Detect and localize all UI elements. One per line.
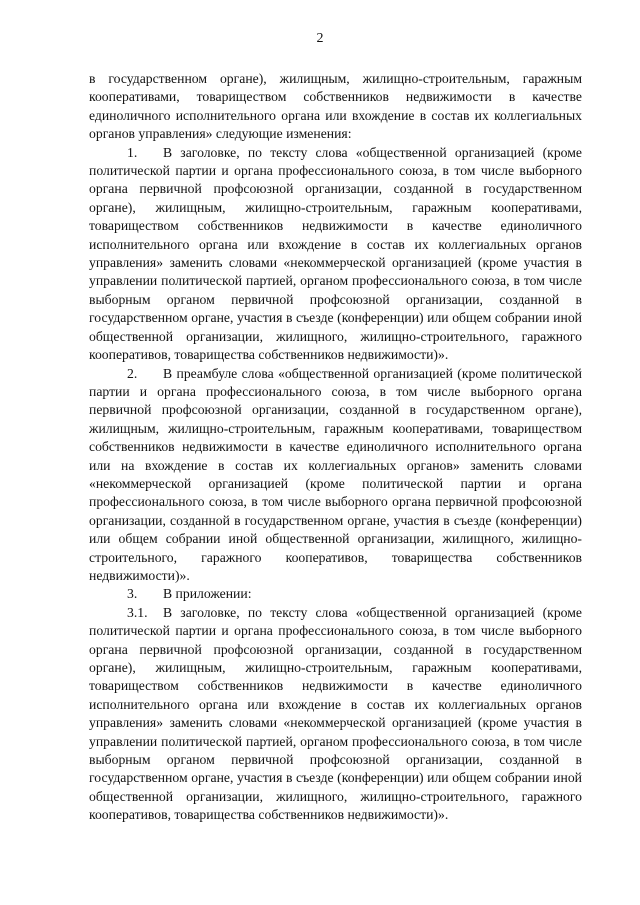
paragraph-text: в государственном органе), жилищным, жилищно-строительным, гаражным кооперативами, товариществом собственников недвижимости в качестве единоличного исполнительного органа или вхождение в состав их коллегиальных органов управления» следующие изменения: [89,71,582,142]
document-body [89,70,582,825]
item-number: 3. [127,586,138,602]
page-number: 2 [316,31,324,46]
item-number: 2. [127,365,138,381]
paragraph-item-1 [89,144,582,365]
item-number: 3.1. [127,604,148,620]
item-number: 1. [127,144,138,160]
paragraph-text: В заголовке, по тексту слова «общественной организацией (кроме политической партии и органа профессионального союза, в том числе выборного органа первичной профсоюзной организации, созданной в государственном органе), жилищным, жилищно-строительным, гаражным кооперативами, товариществом собственников недвижимости в качестве единоличного исполнительного органа или вхождение в состав их коллегиальных органов управления» заменить словами «некоммерческой организацией (кроме участия в управлении политической партией, органом профессионального союза, в том числе выборным органом первичной профсоюзной организации, созданной в государственном органе, участия в съезде (конференции) или общем собрании иной общественной организации, жилищного, жилищно-строительного, гаражного кооперативов, товарищества собственников недвижимости)». [89,604,582,823]
paragraph-continuation [89,70,582,144]
paragraph-item-2 [89,365,582,586]
paragraph-item-3-1 [89,604,582,825]
paragraph-text: В приложении: [163,586,252,602]
paragraph-text: В заголовке, по тексту слова «общественной организацией (кроме политической партии и органа профессионального союза, в том числе выборного органа первичной профсоюзной организации, созданной в государственном органе), жилищным, жилищно-строительным, гаражным кооперативами, товариществом собственников недвижимости в качестве единоличного исполнительного органа или вхождение в состав их коллегиальных органов управления» заменить словами «некоммерческой организацией (кроме участия в управлении политической партией, органом профессионального союза, в том числе выборным органом первичной профсоюзной организации, созданной в государственном органе, участия в съезде (конференции) или общем собрании иной общественной организации, жилищного, жилищно-строительного, гаражного кооперативов, товарищества собственников недвижимости)». [89,144,582,363]
paragraph-item-3 [89,585,582,603]
paragraph-text: В преамбуле слова «общественной организацией (кроме политической партии и органа профессионального союза, в том числе выборного органа первичной профсоюзной организации, созданной в государственном органе), жилищным, жилищно-строительным, гаражным кооперативами, товариществом собственников недвижимости в качестве единоличного исполнительного органа или на вхождение в состав их коллегиальных органов» заменить словами «некоммерческой организацией (кроме политической партии и органа профессионального союза, в том числе выборного органа первичной профсоюзной организации, созданной в государственном органе, участия в съезде (конференции) или общем собрании иной общественной организации, жилищного, жилищно-строительного, гаражного кооперативов, товарищества собственников недвижимости)». [89,365,582,583]
